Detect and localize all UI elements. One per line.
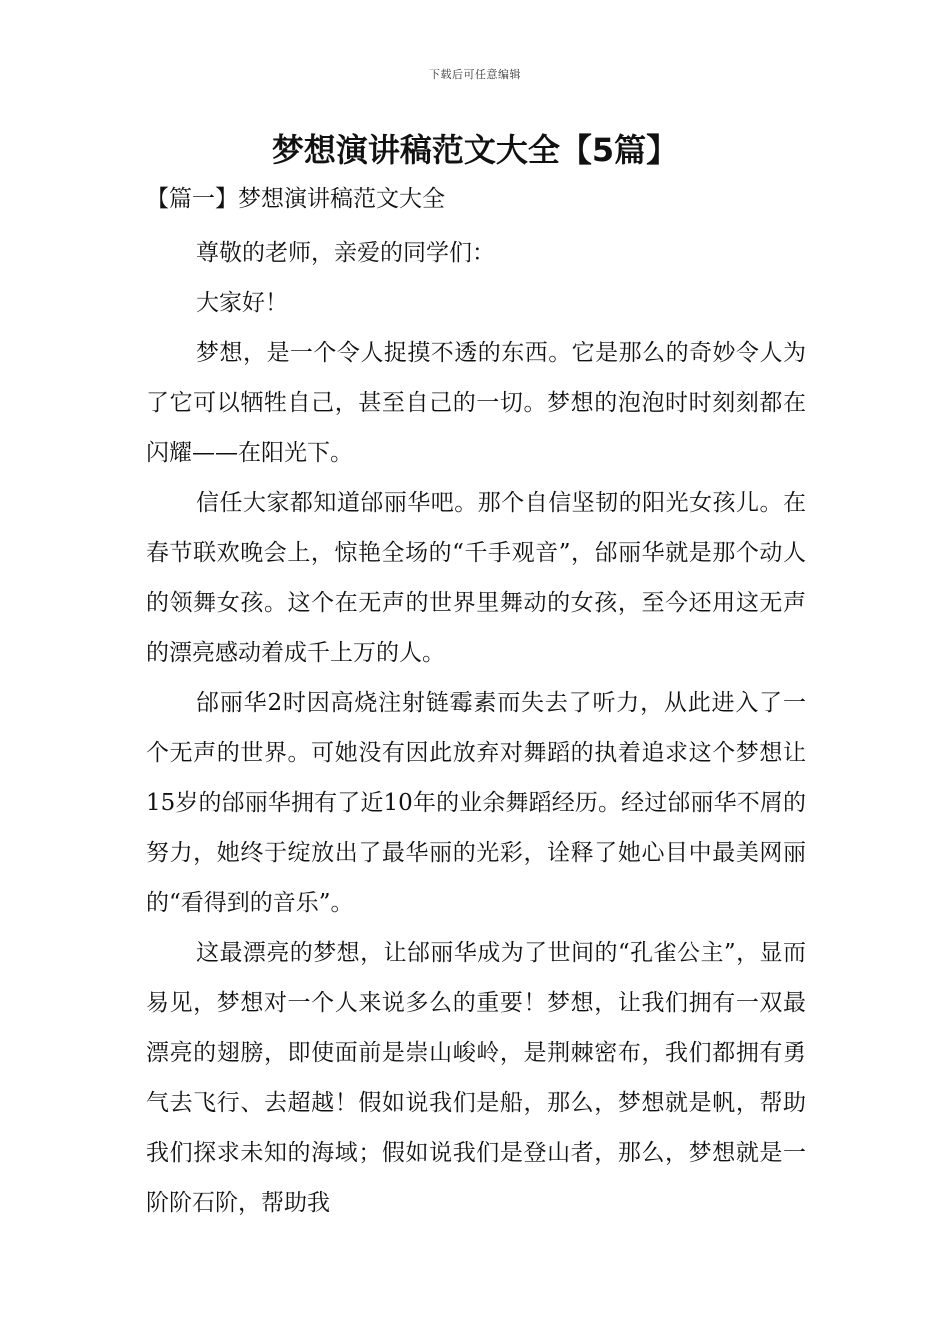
- paragraph: 邰丽华2时因高烧注射链霉素而失去了听力，从此进入了一个无声的世界。可她没有因此放弃对舞蹈的执着追求这个梦想让15岁的邰丽华拥有了近10年的业余舞蹈经历。经过邰丽华不屑的努力，她终于绽放出了最华丽的光彩，诠释了她心目中最美网丽的“看得到的音乐”。: [146, 690, 806, 916]
- document-body: [146, 228, 806, 1228]
- paragraph: 信任大家都知道邰丽华吧。那个自信坚韧的阳光女孩儿。在春节联欢晚会上，惊艳全场的“千手观音”，邰丽华就是那个动人的领舞女孩。这个在无声的世界里舞动的女孩，至今还用这无声的漂亮感动着成千上万的人。: [146, 490, 806, 666]
- paragraph-greeting: 大家好！: [196, 290, 288, 316]
- paragraph: 这最漂亮的梦想，让邰丽华成为了世间的“孔雀公主”，显而易见，梦想对一个人来说多么的重要！梦想，让我们拥有一双最漂亮的翅膀，即使面前是崇山峻岭，是荆棘密布，我们都拥有勇气去飞行、去超越！假如说我们是船，那么，梦想就是帆，帮助我们探求未知的海域；假如说我们是登山者，那么，梦想就是一阶阶石阶，帮助我: [146, 940, 806, 1216]
- header-note: 下载后可任意编辑: [429, 68, 521, 81]
- document-title: 梦想演讲稿范文大全【5篇】: [271, 131, 679, 169]
- section-heading: 【篇一】梦想演讲稿范文大全: [146, 186, 445, 212]
- paragraph: 梦想，是一个令人捉摸不透的东西。它是那么的奇妙令人为了它可以牺牲自己，甚至自己的一切。梦想的泡泡时时刻刻都在闪耀——在阳光下。: [146, 340, 806, 466]
- paragraph-salutation: 尊敬的老师，亲爱的同学们：: [196, 240, 495, 266]
